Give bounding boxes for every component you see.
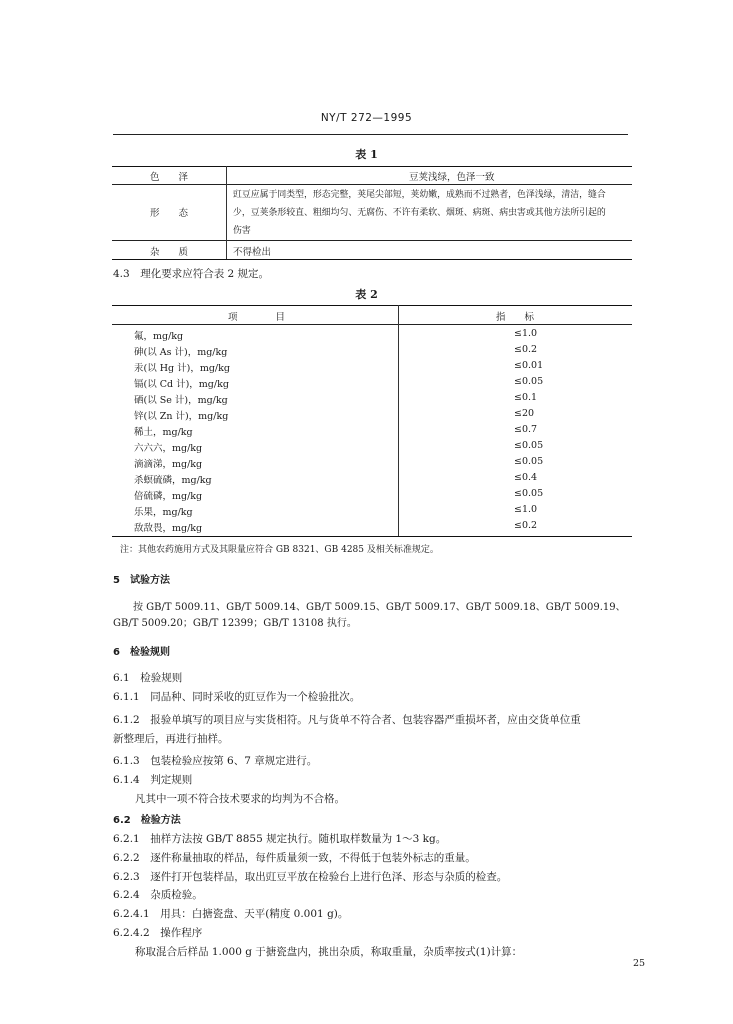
section-6-title: 6 检验规则 [113,647,170,658]
table-row [134,344,594,360]
section-6-2-4-2-text: 称取混合后样品 1.000 g 于搪瓷盘内，挑出杂质，称取重量，杂质率按式(1)计算： [135,946,523,958]
table1-column-divider [226,166,227,259]
table2-value: ≤0.4 [514,472,538,483]
table2-value: ≤0.2 [514,344,538,355]
table2-header-rule [112,324,632,325]
table2-item: 敌敌畏，mg/kg [134,523,203,534]
section-6-1-3: 6.1.3 包装检验应按第 6、7 章规定进行。 [113,755,318,767]
section-6-1-4-text: 凡其中一项不符合技术要求的均判为不合格。 [135,793,345,805]
table-row [134,424,594,440]
table2-value: ≤1.0 [514,504,538,515]
table-row [134,520,594,536]
section-6-1: 6.1 检验规则 [113,672,183,684]
section-6-2-4-2: 6.2.4.2 操作程序 [113,927,203,939]
table-row [134,472,594,488]
table2-caption: 表 2 [355,288,378,301]
table2-note: 注：其他农药施用方式及其限量应符合 GB 8321、GB 4285 及相关标准规定。 [120,545,439,555]
table2-item: 乐果，mg/kg [134,507,193,518]
header-rule [113,134,628,135]
table1-row-rule [112,184,632,185]
table-row [134,360,594,376]
section-5-para-line: 按 GB/T 5009.11、GB/T 5009.14、GB/T 5009.15、GB/T 5009.17、GB/T 5009.18、GB/T 5009.19、 [133,602,626,613]
table2-item: 汞(以 Hg 计)，mg/kg [134,363,230,374]
section-6-2-2: 6.2.2 逐件称量抽取的样品，每件质量须一致，不得低于包装外标志的重量。 [113,852,476,864]
table1-row-rule [112,240,632,241]
table-row [134,328,594,344]
table-row [134,440,594,456]
table1-label-impurity: 杂 质 [150,247,189,258]
table-row [134,504,594,520]
table2-item: 砷(以 As 计)，mg/kg [134,347,228,358]
section-5-para-line: GB/T 5009.20；GB/T 12399；GB/T 13108 执行。 [113,618,357,629]
table-row [134,376,594,392]
table2-value: ≤0.05 [514,376,544,387]
section-6-1-2-cont: 新整理后，再进行抽样。 [113,733,229,745]
table-row [134,392,594,408]
table2-value: ≤0.05 [514,488,544,499]
table1-value-impurity: 不得检出 [233,247,272,258]
table2-value: ≤0.7 [514,424,538,435]
table1-top-rule [112,166,632,167]
table2-value: ≤0.01 [514,360,544,371]
table2-item: 硒(以 Se 计)，mg/kg [134,395,228,406]
table2-item: 倍硫磷，mg/kg [134,491,203,502]
table1-value-shape-line: 少，豆荚条形较直、粗细均匀、无腐伤、不许有柔软、烟斑、病斑、病虫害或其他方法所引起的 [233,208,606,218]
section-6-1-4: 6.1.4 判定规则 [113,774,193,786]
table2-item: 镉(以 Cd 计)，mg/kg [134,379,229,390]
page-number: 25 [633,958,646,969]
table2-item: 滴滴涕，mg/kg [134,459,203,470]
table2-value: ≤1.0 [514,328,538,339]
table1-bottom-rule [112,259,632,260]
table2-item: 锌(以 Zn 计)，mg/kg [134,411,229,422]
table2-item: 杀螟硫磷，mg/kg [134,475,212,486]
table1-caption: 表 1 [355,148,378,161]
table2-value: ≤0.1 [514,392,538,403]
section-6-2-4: 6.2.4 杂质检验。 [113,889,203,901]
table1-value-shape-line: 豇豆应属于同类型，形态完整，荚尾尖部短，荚幼嫩，成熟而不过熟者，色泽浅绿，清洁，缝合 [233,190,606,200]
table2-value: ≤0.2 [514,520,538,531]
section-6-1-2: 6.1.2 报验单填写的项目应与实货相符。凡与货单不符合者、包装容器严重损坏者，应由交货单位重 [113,714,581,726]
table1-value-shape-line: 伤害 [233,226,251,236]
table2-item: 六六六，mg/kg [134,443,203,454]
table1-label-shape: 形 态 [150,208,189,219]
table1-label-color: 色 泽 [150,172,189,183]
section-6-2-4-1: 6.2.4.1 用具：白搪瓷盘、天平(精度 0.001 g)。 [113,908,349,920]
section-6-2-1: 6.2.1 抽样方法按 GB/T 8855 规定执行。随机取样数量为 1～3 kg。 [113,833,447,845]
table2-bottom-rule [112,536,632,537]
table2-item: 氟，mg/kg [134,331,184,342]
section-4-3: 4.3 理化要求应符合表 2 规定。 [113,268,270,280]
table2-header-value: 指 标 [496,312,535,323]
standard-header: NY/T 272—1995 [320,112,413,124]
section-6-2-3: 6.2.3 逐件打开包装样品，取出豇豆平放在检验台上进行色泽、形态与杂质的检查。 [113,871,508,883]
section-6-1-1: 6.1.1 同品种、同时采收的豇豆作为一个检验批次。 [113,691,361,703]
table2-header-item: 项 目 [228,312,286,323]
table-row [134,456,594,472]
table2-value: ≤20 [514,408,535,419]
table2-value: ≤0.05 [514,440,544,451]
table-row [134,408,594,424]
section-5-title: 5 试验方法 [113,575,170,586]
table2-top-rule [112,305,632,306]
table-row [134,488,594,504]
section-6-2: 6.2 检验方法 [113,815,181,826]
table1-value-color: 豆荚浅绿，色泽一致 [409,172,495,183]
table2-item: 稀土，mg/kg [134,427,193,438]
table2-value: ≤0.05 [514,456,544,467]
